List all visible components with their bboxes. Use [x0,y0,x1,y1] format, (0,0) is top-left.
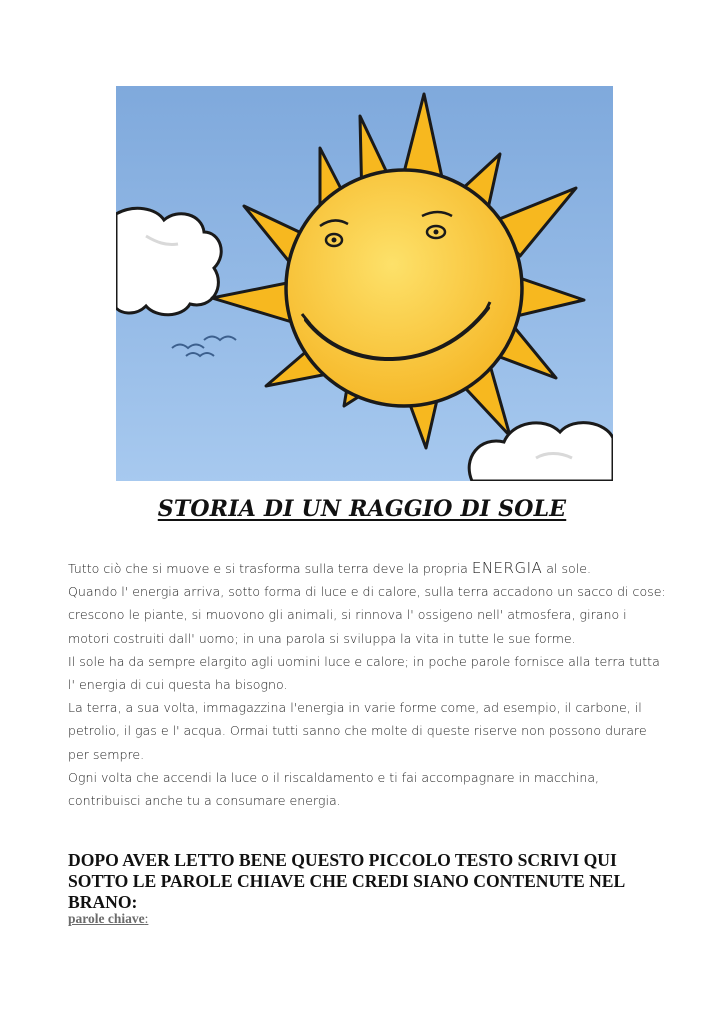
energia-highlight: ENERGIA [471,559,543,577]
sun-face [286,170,522,406]
story-line1-before: Tutto ciò che si muove e si trasforma sulla terra deve la propria [68,561,472,576]
page-title: STORIA DI UN RAGGIO DI SOLE [157,496,567,522]
story-paragraph-1 [68,557,668,580]
exercise-instructions: DOPO AVER LETTO BENE QUESTO PICCOLO TESTO SCRIVI QUI SOTTO LE PAROLE CHIAVE CHE CREDI SIANO CONTENUTE NEL BRANO: [68,850,625,912]
story-paragraph-4: La terra, a sua volta, immagazzina l'energia in varie forme come, ad esempio, il carbone, il petrolio, il gas e l' acqua. Ormai tutti sanno che molte di queste riserve non possono durare per sempre. [68,700,647,762]
sun-illustration [116,86,613,481]
keywords-label [68,911,148,927]
sun-right-pupil [434,230,439,235]
story-paragraph-5: Ogni volta che accendi la luce o il riscaldamento e ti fai accompagnare in macchina, contribuisci anche tu a consumare energia. [68,769,600,809]
story-paragraph-3: Il sole ha da sempre elargito agli uomini luce e calore; in poche parole fornisce alla terra tutta l' energia di cui questa ha bisogno. [68,653,660,693]
story-text [68,557,668,812]
story-paragraph-2: Quando l' energia arriva, sotto forma di luce e di calore, sulla terra accadono un sacco di cose: crescono le piante, si muovono gli animali, si rinnova l' ossigeno nell' atmosfera, girano i motori costruiti dall' uomo; in una parola si sviluppa la vita in tutte le sue forme. [68,584,666,646]
sun-illustration-svg [116,86,613,481]
keywords-label-colon: : [144,911,149,926]
story-line1-after: al sole. [542,561,592,576]
sun-left-pupil [332,238,337,243]
keywords-label-text: parole chiave [68,911,145,926]
